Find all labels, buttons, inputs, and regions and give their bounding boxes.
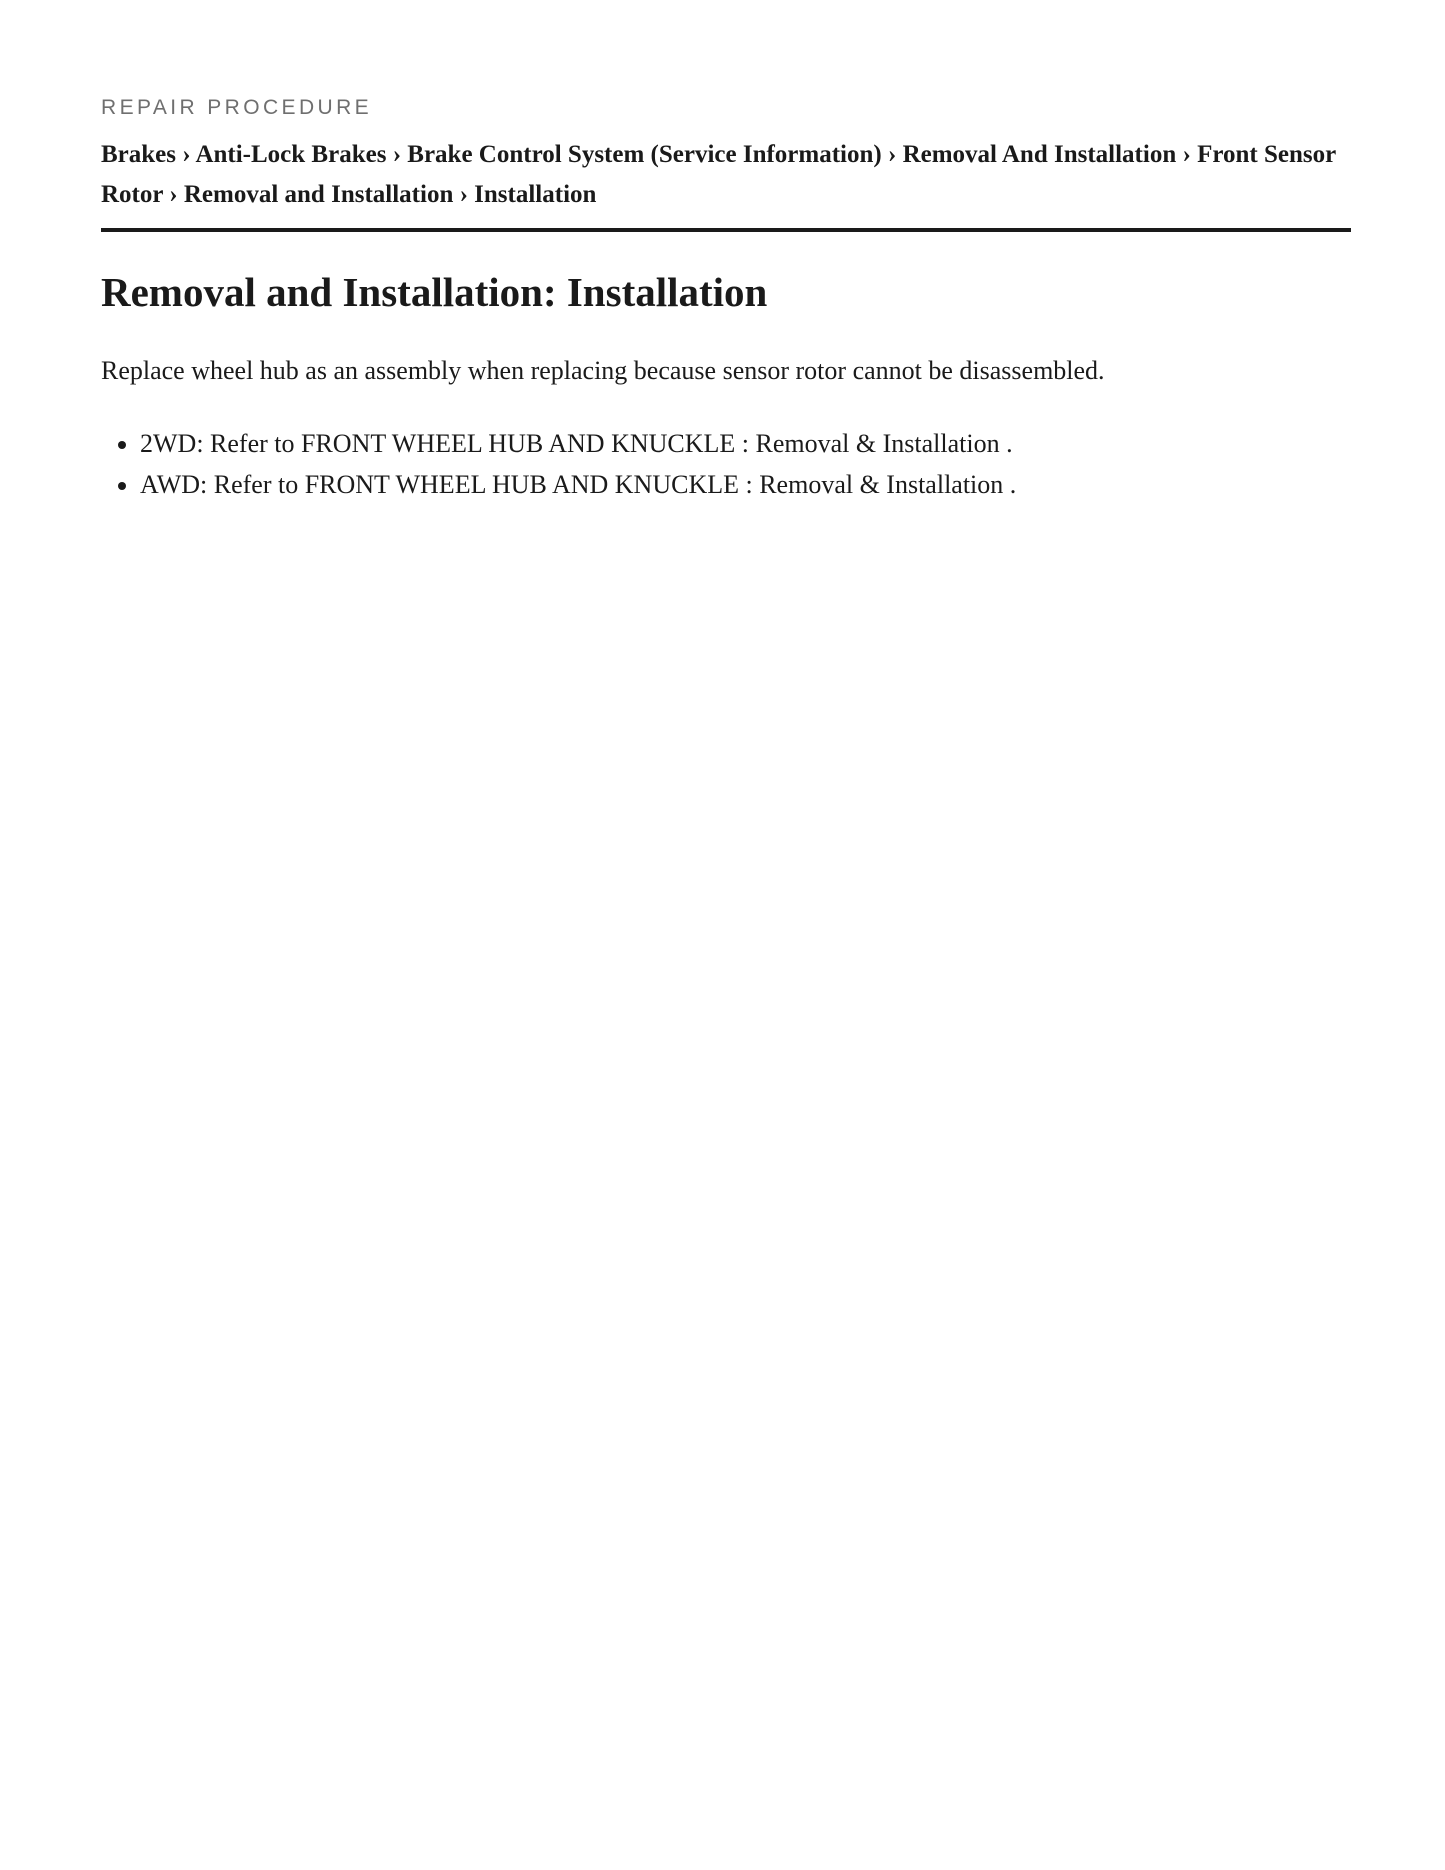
breadcrumb-item-current: Installation (474, 181, 597, 208)
section-kicker: REPAIR PROCEDURE (101, 96, 373, 119)
breadcrumb-item[interactable]: Brakes (101, 141, 176, 168)
page-title: Removal and Installation: Installation (101, 269, 768, 315)
list-item: • 2WD: Refer to FRONT WHEEL HUB AND KNUCKLE : Removal & Installation . (140, 423, 1016, 464)
breadcrumb-item[interactable]: Removal And Installation (902, 141, 1177, 168)
header-divider (101, 228, 1351, 232)
breadcrumb-item[interactable]: Brake Control System (Service Information) (407, 141, 882, 168)
breadcrumb (101, 135, 1351, 215)
breadcrumb-item[interactable]: Anti-Lock Brakes (195, 141, 387, 168)
reference-list (101, 423, 1016, 505)
breadcrumb-separator: › (169, 181, 184, 208)
breadcrumb-separator: › (392, 141, 408, 168)
breadcrumb-separator: › (887, 141, 903, 168)
breadcrumb-item[interactable]: Removal and Installation (183, 181, 454, 208)
intro-paragraph: Replace wheel hub as an assembly when replacing because sensor rotor cannot be disassembled. (101, 356, 1105, 385)
list-item: • AWD: Refer to FRONT WHEEL HUB AND KNUCKLE : Removal & Installation . (140, 464, 1016, 505)
breadcrumb-item[interactable]: Front Sensor Rotor (101, 141, 1336, 208)
breadcrumb-separator: › (459, 181, 475, 208)
breadcrumb-separator: › (182, 141, 196, 168)
breadcrumb-separator: › (1182, 141, 1198, 168)
